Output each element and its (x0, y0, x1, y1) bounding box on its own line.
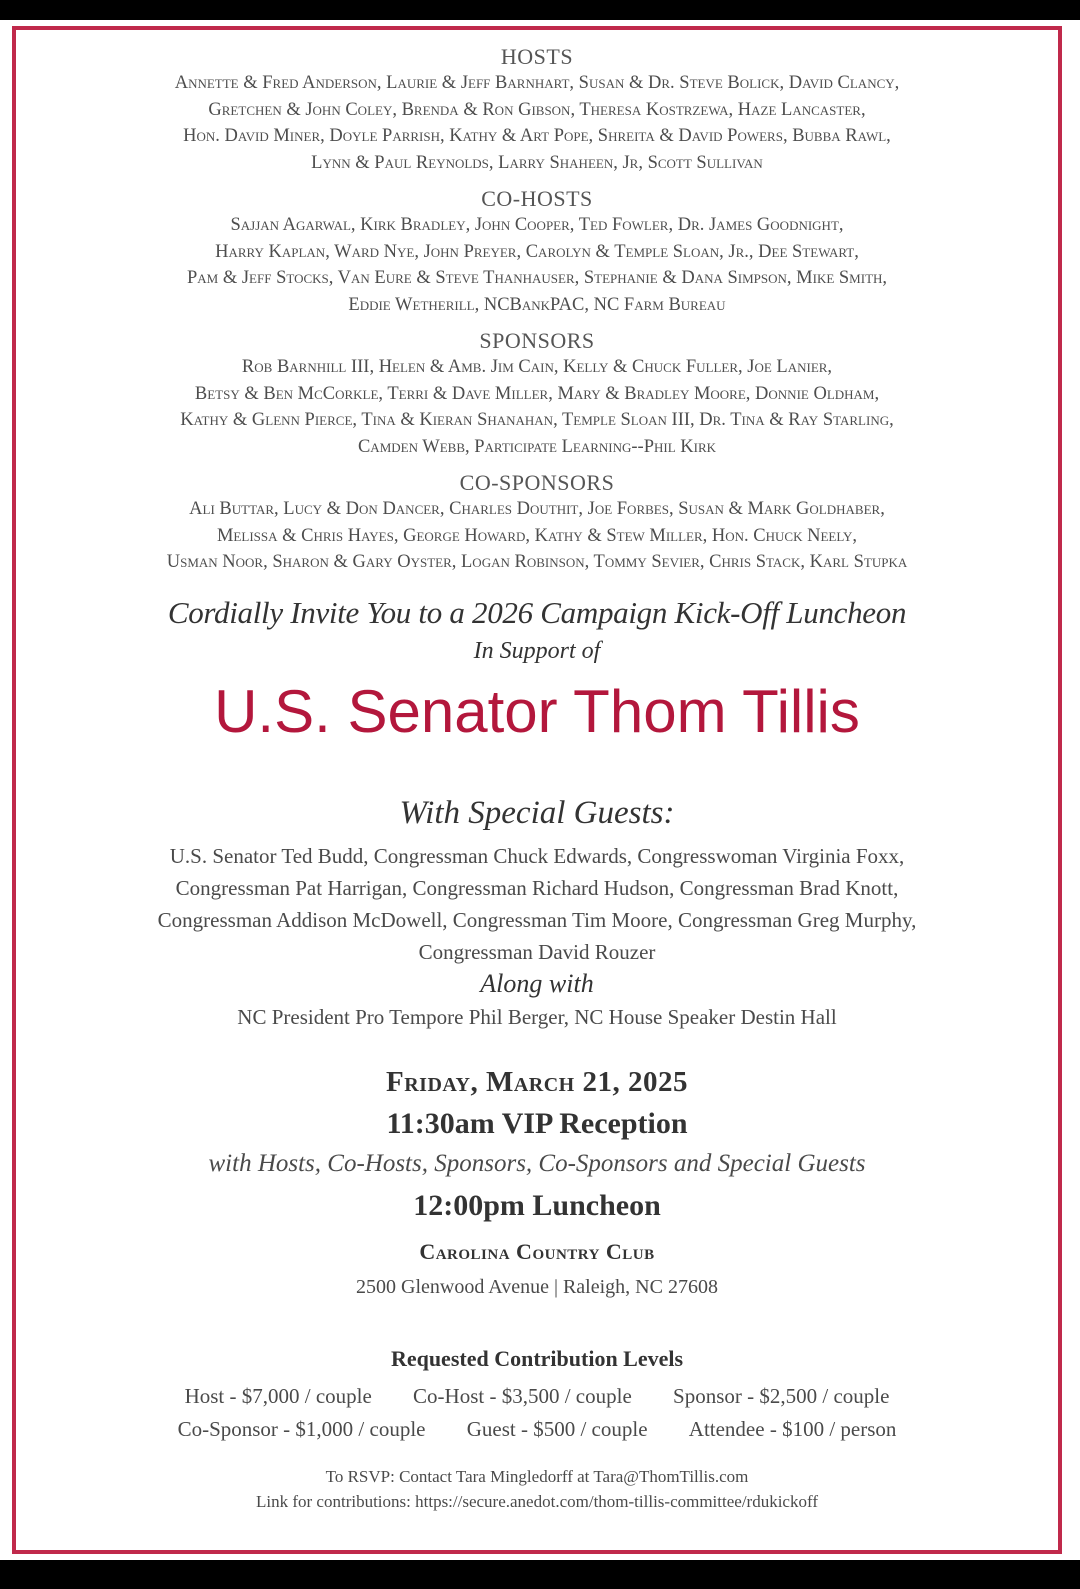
hosts-title: HOSTS (500, 44, 574, 69)
level-attendee: Attendee - $100 / person (688, 1416, 897, 1441)
hosts-line: Hon. David Miner, Doyle Parrish, Kathy & Art Pope, Shreita & David Powers, Bubba Rawl, (183, 126, 891, 146)
sponsors-line: Betsy & Ben McCorkle, Terri & Dave Miller, Mary & Bradley Moore, Donnie Oldham, (194, 383, 880, 404)
rsvp-contact: To RSVP: Contact Tara Mingledorff at Tara@ThomTillis.com (325, 1466, 749, 1486)
cosponsors-line: Ali Buttar, Lucy & Don Dancer, Charles Douthit, Joe Forbes, Susan & Mark Goldhaber, (189, 499, 885, 519)
level-cosponsor: Co-Sponsor - $1,000 / couple (177, 1416, 426, 1441)
honoree-name: U.S. Senator Thom Tillis (214, 677, 860, 745)
cohosts-title: CO-HOSTS (481, 186, 593, 211)
cohosts-line: Harry Kaplan, Ward Nye, John Preyer, Carolyn & Temple Sloan, Jr., Dee Stewart, (215, 241, 859, 262)
hosts-list (16, 70, 1058, 176)
hosts-line: Annette & Fred Anderson, Laurie & Jeff Barnhart, Susan & Dr. Steve Bolick, David Clancy, (174, 73, 900, 93)
cosponsors-line: Usman Noor, Sharon & Gary Oyster, Logan Robinson, Tommy Sevier, Chris Stack, Karl Stupka (166, 552, 908, 572)
contribution-link: Link for contributions: https://secure.anedot.com/thom-tillis-committee/rdukickoff (256, 1491, 818, 1511)
cosponsors-line: Melissa & Chris Hayes, George Howard, Kathy & Stew Miller, Hon. Chuck Neely, (216, 525, 858, 546)
special-guests-line: Congressman Addison McDowell, Congressman Tim Moore, Congressman Greg Murphy, (157, 907, 917, 932)
hosts-line: Gretchen & John Coley, Brenda & Ron Gibson, Theresa Kostrzewa, Haze Lancaster, (208, 99, 866, 120)
special-guests-title: With Special Guests: (399, 794, 675, 831)
sponsors-title: SPONSORS (479, 328, 595, 353)
sponsors-line: Rob Barnhill III, Helen & Amb. Jim Cain, Kelly & Chuck Fuller, Joe Lanier, (241, 357, 833, 377)
contribution-row (16, 1380, 1058, 1413)
special-guests-line: Congressman Pat Harrigan, Congressman Richard Hudson, Congressman Brad Knott, (175, 875, 899, 900)
reception-note: with Hosts, Co-Hosts, Sponsors, Co-Sponsors and Special Guests (208, 1149, 866, 1177)
along-with-label: Along with (480, 968, 594, 998)
venue-name: Carolina Country Club (419, 1238, 655, 1264)
cohosts-line: Eddie Wetherill, NCBankPAC, NC Farm Bureau (348, 294, 726, 315)
level-sponsor: Sponsor - $2,500 / couple (673, 1383, 890, 1408)
sponsors-line: Camden Webb, Participate Learning--Phil Kirk (357, 436, 717, 457)
invitation-content (16, 30, 1058, 1514)
contribution-levels-title: Requested Contribution Levels (390, 1345, 684, 1371)
sponsors-line: Kathy & Glenn Pierce, Tina & Kieran Shanahan, Temple Sloan III, Dr. Tina & Ray Starling, (180, 410, 894, 430)
contribution-levels (16, 1380, 1058, 1446)
cosponsors-title: CO-SPONSORS (459, 470, 615, 495)
special-guests-line: U.S. Senator Ted Budd, Congressman Chuck Edwards, Congresswoman Virginia Foxx, (169, 843, 905, 868)
hosts-line: Lynn & Paul Reynolds, Larry Shaheen, Jr, Scott Sullivan (311, 152, 763, 173)
cohosts-line: Pam & Jeff Stocks, Van Eure & Steve Thanhauser, Stephanie & Dana Simpson, Mike Smith, (186, 268, 888, 288)
level-guest: Guest - $500 / couple (466, 1416, 648, 1441)
rsvp-block (16, 1464, 1058, 1514)
invitation-page (0, 20, 1080, 1560)
special-guests-line: Congressman David Rouzer (418, 939, 656, 964)
event-date: Friday, March 21, 2025 (386, 1065, 688, 1098)
sponsors-list (16, 354, 1058, 460)
luncheon-time: 12:00pm Luncheon (413, 1188, 661, 1222)
along-with-names: NC President Pro Tempore Phil Berger, NC House Speaker Destin Hall (237, 1004, 837, 1029)
venue-address: 2500 Glenwood Avenue | Raleigh, NC 27608 (356, 1275, 718, 1298)
cohosts-list (16, 212, 1058, 318)
cohosts-line: Sajjan Agarwal, Kirk Bradley, John Cooper, Ted Fowler, Dr. James Goodnight, (230, 215, 844, 235)
level-cohost: Co-Host - $3,500 / couple (413, 1383, 632, 1408)
cosponsors-list (16, 496, 1058, 576)
invitation-headline: Cordially Invite You to a 2026 Campaign Kick-Off Luncheon (167, 594, 907, 630)
in-support-of: In Support of (473, 637, 601, 664)
reception-time: 11:30am VIP Reception (386, 1106, 688, 1140)
contribution-row (16, 1413, 1058, 1446)
level-host: Host - $7,000 / couple (184, 1383, 372, 1408)
special-guests-list (16, 840, 1058, 968)
